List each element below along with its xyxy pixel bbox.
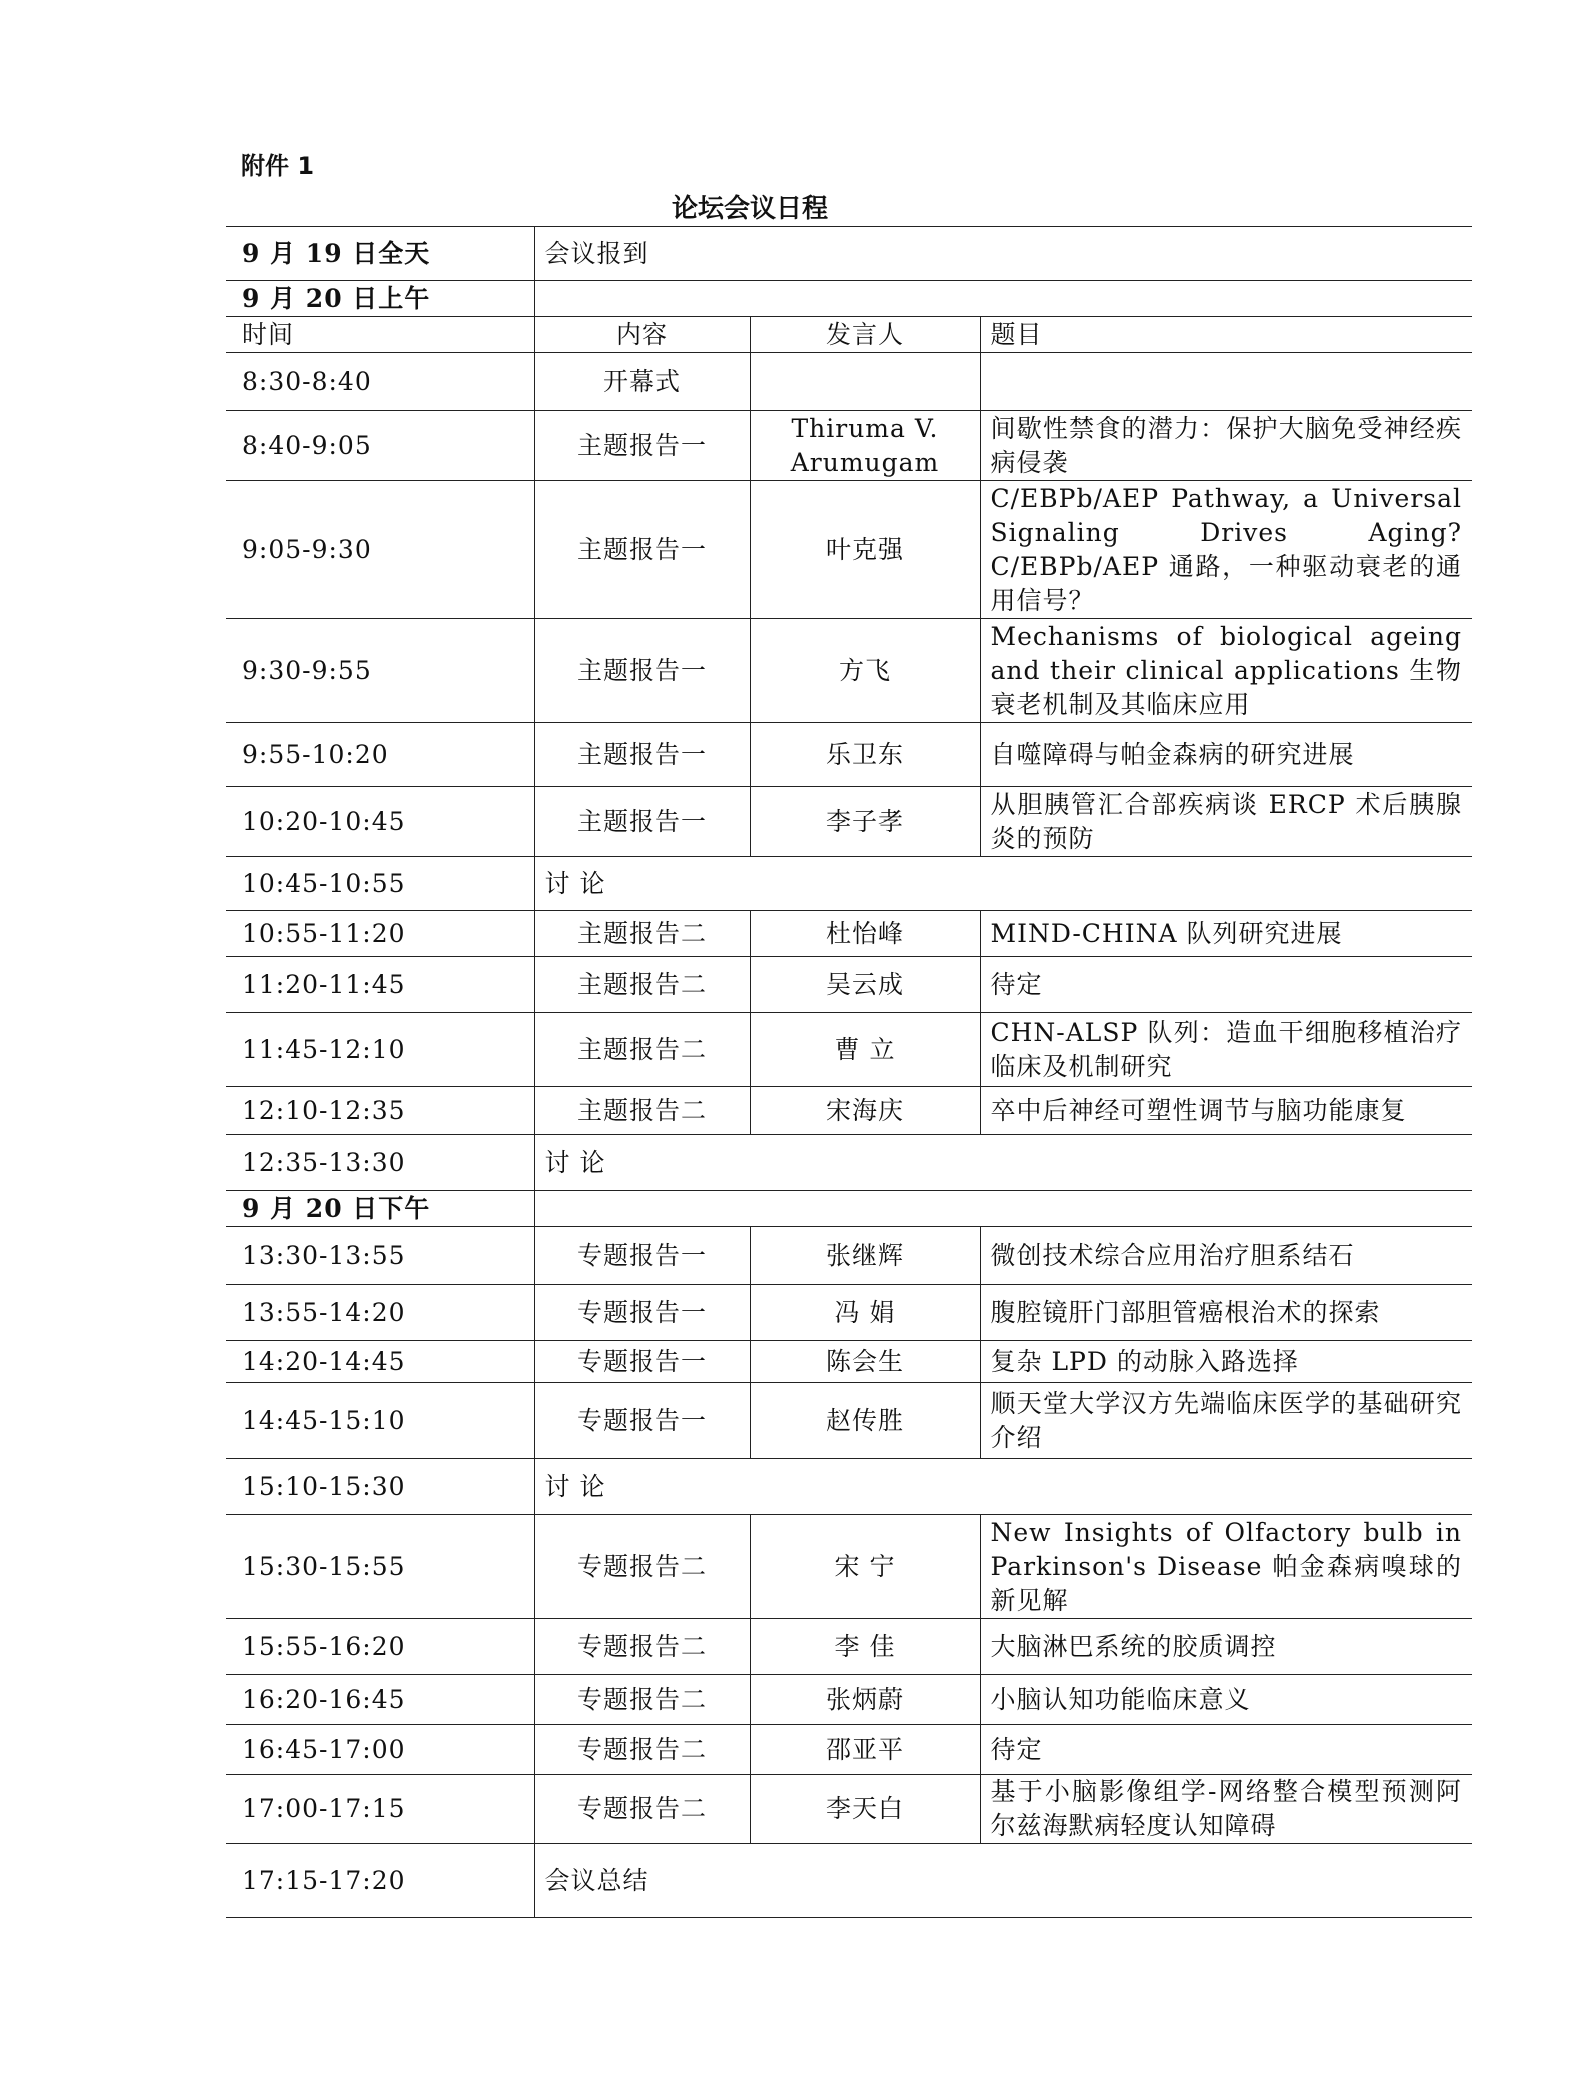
session-topic: 小脑认知功能临床意义 — [980, 1675, 1472, 1725]
page-title: 论坛会议日程 — [671, 194, 828, 224]
session-speaker: 乐卫东 — [750, 723, 980, 787]
session-row — [226, 1135, 1472, 1191]
session-speaker: Thiruma V. Arumugam — [750, 411, 980, 481]
session-content: 专题报告一 — [534, 1341, 750, 1383]
session-speaker: 张炳蔚 — [750, 1675, 980, 1725]
session-content: 主题报告一 — [534, 481, 750, 619]
column-header-row — [226, 317, 1472, 353]
day1-content: 会议报到 — [534, 227, 1472, 281]
session-discussion: 讨 论 — [534, 1459, 1472, 1515]
session-content: 专题报告一 — [534, 1227, 750, 1285]
session-row — [226, 481, 1472, 619]
session-row — [226, 619, 1472, 723]
session-row — [226, 411, 1472, 481]
session-topic: 从胆胰管汇合部疾病谈 ERCP 术后胰腺炎的预防 — [980, 787, 1472, 857]
session-content: 主题报告二 — [534, 1013, 750, 1087]
session-row — [226, 1383, 1472, 1459]
session-row — [226, 911, 1472, 957]
session-speaker: 杜怡峰 — [750, 911, 980, 957]
session-content: 主题报告一 — [534, 619, 750, 723]
session-time: 17:15-17:20 — [226, 1844, 534, 1918]
session-time: 13:30-13:55 — [226, 1227, 534, 1285]
session-topic: MIND-CHINA 队列研究进展 — [980, 911, 1472, 957]
session-speaker: 李子孝 — [750, 787, 980, 857]
session-speaker: 陈会生 — [750, 1341, 980, 1383]
session-row — [226, 1341, 1472, 1383]
col-header-speaker: 发言人 — [750, 317, 980, 353]
afternoon-label: 9 月 20 日下午 — [226, 1191, 534, 1227]
attachment-label: 附件 1 — [241, 152, 315, 180]
session-row — [226, 723, 1472, 787]
session-topic: 基于小脑影像组学-网络整合模型预测阿尔兹海默病轻度认知障碍 — [980, 1775, 1472, 1844]
session-speaker: 赵传胜 — [750, 1383, 980, 1459]
session-content: 专题报告二 — [534, 1775, 750, 1844]
session-row — [226, 1013, 1472, 1087]
col-header-content: 内容 — [534, 317, 750, 353]
session-time: 9:05-9:30 — [226, 481, 534, 619]
col-header-topic: 题目 — [980, 317, 1472, 353]
session-time: 10:45-10:55 — [226, 857, 534, 911]
session-content: 主题报告二 — [534, 957, 750, 1013]
session-speaker — [750, 353, 980, 411]
session-time: 11:20-11:45 — [226, 957, 534, 1013]
session-time: 12:35-13:30 — [226, 1135, 534, 1191]
col-header-time: 时间 — [226, 317, 534, 353]
session-time: 11:45-12:10 — [226, 1013, 534, 1087]
session-row — [226, 857, 1472, 911]
session-topic: 微创技术综合应用治疗胆系结石 — [980, 1227, 1472, 1285]
session-speaker: 方飞 — [750, 619, 980, 723]
session-topic: CHN-ALSP 队列：造血干细胞移植治疗临床及机制研究 — [980, 1013, 1472, 1087]
session-row — [226, 1227, 1472, 1285]
session-row — [226, 1459, 1472, 1515]
session-row — [226, 1619, 1472, 1675]
session-speaker: 邵亚平 — [750, 1725, 980, 1775]
session-content: 专题报告二 — [534, 1515, 750, 1619]
session-time: 12:10-12:35 — [226, 1087, 534, 1135]
session-speaker: 李天白 — [750, 1775, 980, 1844]
session-row — [226, 1775, 1472, 1844]
session-row — [226, 1087, 1472, 1135]
session-discussion: 会议总结 — [534, 1844, 1472, 1918]
session-topic: 大脑淋巴系统的胶质调控 — [980, 1619, 1472, 1675]
session-time: 8:40-9:05 — [226, 411, 534, 481]
session-row — [226, 353, 1472, 411]
session-time: 10:20-10:45 — [226, 787, 534, 857]
session-time: 13:55-14:20 — [226, 1285, 534, 1341]
session-row — [226, 957, 1472, 1013]
session-row — [226, 1285, 1472, 1341]
schedule-table — [226, 226, 1472, 1918]
session-speaker: 曹 立 — [750, 1013, 980, 1087]
session-content: 专题报告二 — [534, 1619, 750, 1675]
session-discussion: 讨 论 — [534, 857, 1472, 911]
session-time: 16:45-17:00 — [226, 1725, 534, 1775]
day1-label: 9 月 19 日全天 — [226, 227, 534, 281]
session-content: 专题报告二 — [534, 1675, 750, 1725]
session-time: 10:55-11:20 — [226, 911, 534, 957]
session-topic: 自噬障碍与帕金森病的研究进展 — [980, 723, 1472, 787]
session-time: 16:20-16:45 — [226, 1675, 534, 1725]
session-content: 主题报告二 — [534, 1087, 750, 1135]
session-speaker: 李 佳 — [750, 1619, 980, 1675]
session-topic: 待定 — [980, 957, 1472, 1013]
morning-label: 9 月 20 日上午 — [226, 281, 534, 317]
session-time: 8:30-8:40 — [226, 353, 534, 411]
session-speaker: 宋海庆 — [750, 1087, 980, 1135]
session-topic: 复杂 LPD 的动脉入路选择 — [980, 1341, 1472, 1383]
session-topic: C/EBPb/AEP Pathway, a Universal Signaling Drives Aging? C/EBPb/AEP 通路，一种驱动衰老的通用信号？ — [980, 481, 1472, 619]
session-time: 15:30-15:55 — [226, 1515, 534, 1619]
morning-section-row — [226, 281, 1472, 317]
afternoon-section-row — [226, 1191, 1472, 1227]
session-row — [226, 1515, 1472, 1619]
session-time: 9:55-10:20 — [226, 723, 534, 787]
session-content: 主题报告一 — [534, 411, 750, 481]
session-time: 14:20-14:45 — [226, 1341, 534, 1383]
session-topic: 顺天堂大学汉方先端临床医学的基础研究介绍 — [980, 1383, 1472, 1459]
day1-row — [226, 227, 1472, 281]
session-topic: 卒中后神经可塑性调节与脑功能康复 — [980, 1087, 1472, 1135]
session-time: 14:45-15:10 — [226, 1383, 534, 1459]
session-speaker: 宋 宁 — [750, 1515, 980, 1619]
session-discussion: 讨 论 — [534, 1135, 1472, 1191]
session-content: 专题报告二 — [534, 1725, 750, 1775]
session-topic: 腹腔镜肝门部胆管癌根治术的探索 — [980, 1285, 1472, 1341]
session-topic: Mechanisms of biological ageing and their clinical applications 生物衰老机制及其临床应用 — [980, 619, 1472, 723]
session-topic — [980, 353, 1472, 411]
session-row — [226, 1675, 1472, 1725]
session-row — [226, 1725, 1472, 1775]
session-content: 主题报告二 — [534, 911, 750, 957]
session-speaker: 张继辉 — [750, 1227, 980, 1285]
session-row — [226, 1844, 1472, 1918]
session-time: 17:00-17:15 — [226, 1775, 534, 1844]
session-time: 15:55-16:20 — [226, 1619, 534, 1675]
session-speaker: 叶克强 — [750, 481, 980, 619]
session-speaker: 吴云成 — [750, 957, 980, 1013]
session-content: 主题报告一 — [534, 723, 750, 787]
session-content: 专题报告一 — [534, 1383, 750, 1459]
session-topic: 间歇性禁食的潜力：保护大脑免受神经疾病侵袭 — [980, 411, 1472, 481]
session-content: 开幕式 — [534, 353, 750, 411]
session-content: 主题报告一 — [534, 787, 750, 857]
session-time: 15:10-15:30 — [226, 1459, 534, 1515]
session-speaker: 冯 娟 — [750, 1285, 980, 1341]
session-topic: 待定 — [980, 1725, 1472, 1775]
session-time: 9:30-9:55 — [226, 619, 534, 723]
session-topic: New Insights of Olfactory bulb in Parkinson's Disease 帕金森病嗅球的新见解 — [980, 1515, 1472, 1619]
session-content: 专题报告一 — [534, 1285, 750, 1341]
session-row — [226, 787, 1472, 857]
